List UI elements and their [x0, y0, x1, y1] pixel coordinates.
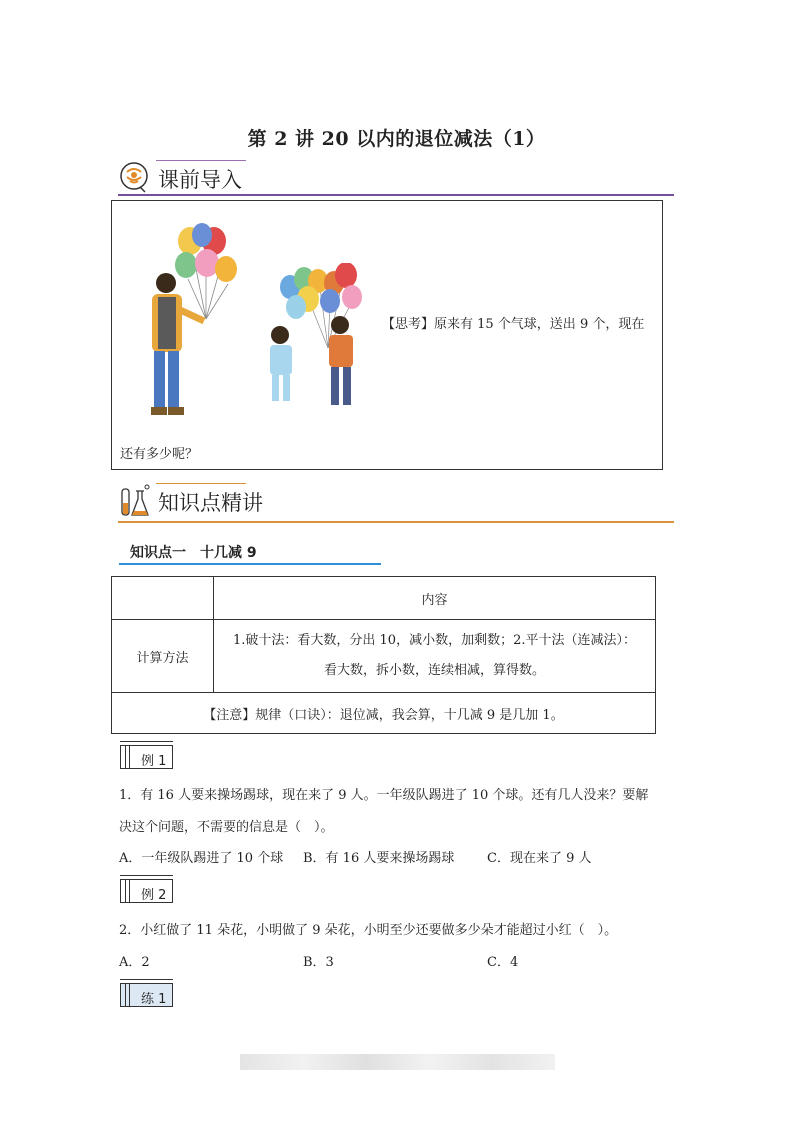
think-prompt-line1: 【思考】原来有 15 个气球，送出 9 个，现在 — [382, 317, 645, 332]
section-rule — [118, 194, 674, 196]
knowledge-point-underline — [119, 563, 381, 565]
section-rule — [118, 521, 674, 523]
flask-icon — [118, 483, 152, 517]
table-note: 【注意】规律（口诀）：退位减，我会算，十几减 9 是几加 1。 — [112, 693, 656, 734]
table-method-cell — [214, 620, 656, 693]
example-1-question-line1: 1．有 16 人要来操场踢球，现在来了 9 人。一年级队踢进了 10 个球。还有几人没来？要解 — [119, 788, 649, 803]
section-title-intro: 课前导入 — [158, 168, 242, 192]
section-title-knowledge: 知识点精讲 — [158, 491, 263, 515]
example-2-option-a: A．2 — [119, 955, 150, 970]
example-2-tag — [120, 879, 173, 903]
practice-1-label: 练 1 — [141, 992, 167, 1007]
think-prompt-line2: 还有多少呢？ — [120, 447, 199, 462]
section-header-intro — [118, 160, 674, 200]
brain-icon — [118, 160, 152, 194]
method-line2: 看大数，拆小数，连续相减，算得数。 — [323, 663, 545, 678]
example-1-option-a: A．一年级队踢进了 10 个球 — [119, 851, 284, 866]
section-header-knowledge — [118, 483, 674, 523]
knowledge-point-title: 知识点一 十几减 9 — [130, 545, 257, 561]
example-2-option-c: C．4 — [487, 955, 519, 970]
example-2-label: 例 2 — [141, 888, 167, 903]
table-corner-cell — [112, 577, 214, 620]
table-row-label: 计算方法 — [112, 620, 214, 693]
example-1-option-b: B．有 16 人要来操场踢球 — [303, 851, 455, 866]
example-1-label: 例 1 — [141, 754, 167, 769]
example-2-question: 2．小红做了 11 朵花，小明做了 9 朵花，小明至少还要做多少朵才能超过小红（ ）。 — [119, 923, 618, 938]
page-title: 第 2 讲 20 以内的退位减法（1） — [247, 128, 546, 150]
method-line1: 1.破十法：看大数，分出 10，减小数，加剩数；2.平十法（连减法）： — [233, 633, 636, 648]
example-2-option-b: B．3 — [303, 955, 334, 970]
balloon-adult-illustration — [128, 219, 238, 424]
example-1-tag — [120, 745, 173, 769]
method-table — [111, 576, 656, 734]
table-header-content: 内容 — [214, 577, 656, 620]
balloon-children-illustration — [258, 263, 370, 413]
intro-box — [111, 200, 663, 470]
practice-1-tag — [120, 983, 173, 1007]
example-1-question-line2: 决这个问题，不需要的信息是（ ）。 — [119, 820, 334, 835]
example-1-option-c: C．现在来了 9 人 — [487, 851, 592, 866]
footer-watermark — [240, 1054, 555, 1070]
